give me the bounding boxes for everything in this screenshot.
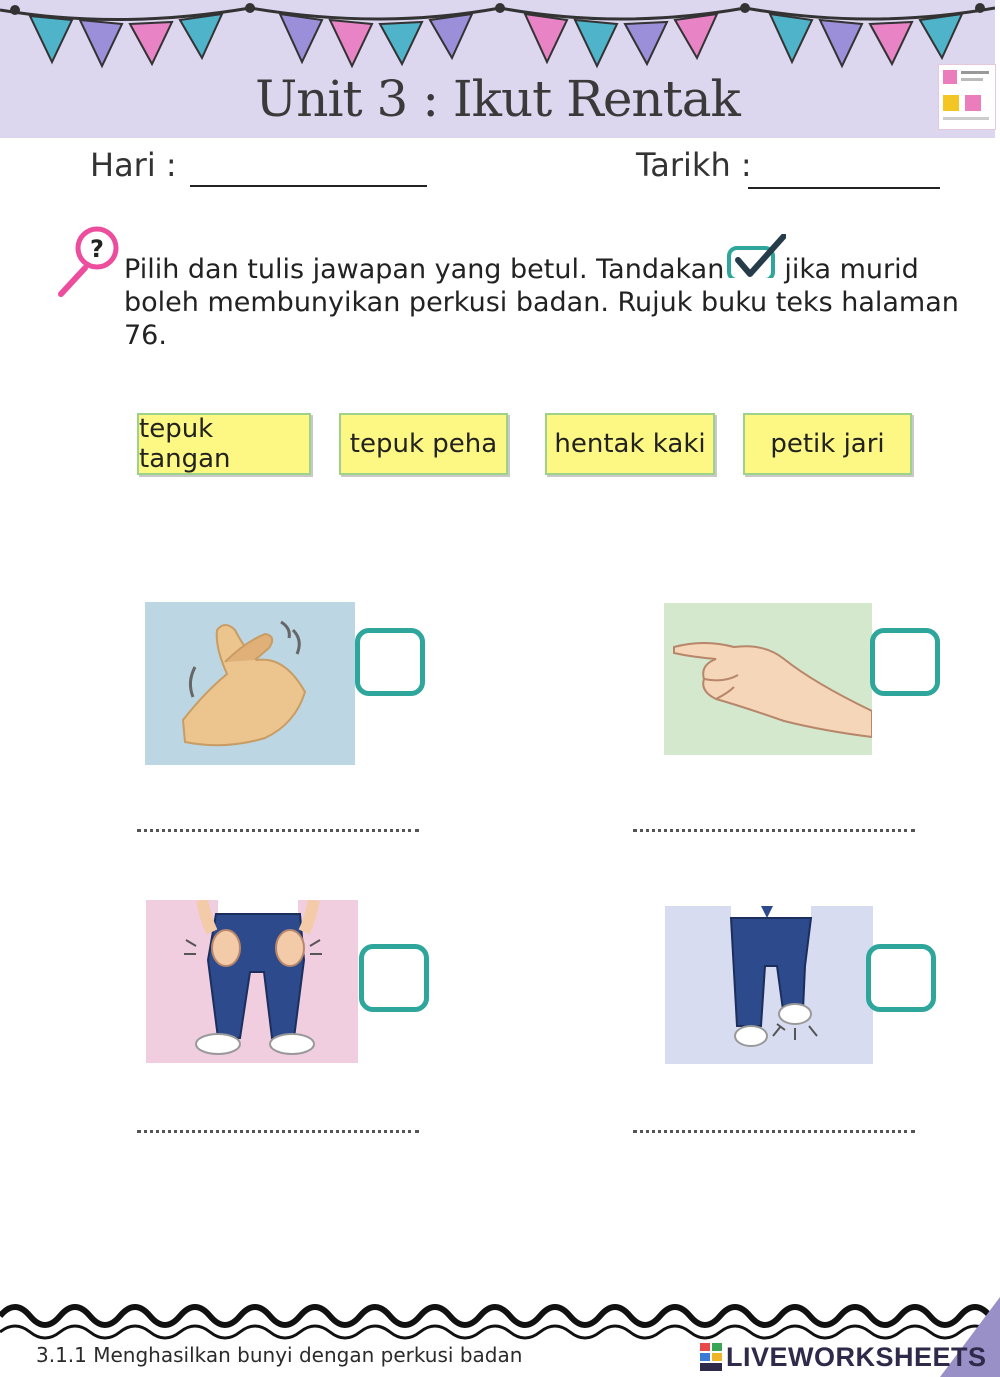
date-label: Tarikh :: [636, 146, 752, 184]
magnifier-question-icon: [55, 222, 125, 302]
checkbox-4[interactable]: [866, 944, 936, 1012]
instruction-text: [124, 242, 984, 352]
liveworksheets-icon: [700, 1343, 722, 1371]
patting-thighs-image: [146, 900, 358, 1063]
option-hentak-kaki[interactable]: hentak kaki: [545, 413, 715, 475]
option-tepuk-tangan[interactable]: tepuk tangan: [137, 413, 311, 475]
stomping-foot-image: [665, 906, 873, 1064]
answer-input-3[interactable]: [137, 1106, 419, 1133]
answer-input-4[interactable]: [633, 1106, 915, 1133]
footer-standard-text: 3.1.1 Menghasilkan bunyi dengan perkusi badan: [36, 1343, 523, 1367]
bunting-decoration: [0, 0, 995, 70]
day-label: Hari :: [90, 146, 177, 184]
day-line[interactable]: [190, 185, 427, 187]
snapping-fingers-image: [664, 603, 872, 755]
liveworksheets-brand: LIVEWORKSHEETS: [726, 1341, 987, 1372]
page-title: Unit 3 : Ikut Rentak: [255, 70, 740, 128]
wave-divider: [0, 1296, 1000, 1342]
checkbox-3[interactable]: [359, 944, 429, 1012]
date-line[interactable]: [748, 187, 940, 189]
answer-input-1[interactable]: [137, 805, 419, 832]
instruction-part-2: jika murid boleh membunyikan perkusi badan. Rujuk buku teks halaman 76.: [124, 254, 959, 351]
option-tepuk-peha[interactable]: tepuk peha: [339, 413, 508, 475]
checkmark-icon: [724, 242, 784, 286]
header-banner: [0, 0, 995, 138]
instruction-part-1: Pilih dan tulis jawapan yang betul. Tandakan: [124, 254, 725, 285]
thumbnail-icon: [938, 64, 996, 130]
checkbox-2[interactable]: [870, 628, 940, 696]
clapping-hands-image: [145, 602, 355, 765]
svg-text:?: ?: [90, 235, 104, 263]
answer-input-2[interactable]: [633, 805, 915, 832]
option-petik-jari[interactable]: petik jari: [743, 413, 912, 475]
liveworksheets-logo: [700, 1340, 987, 1374]
checkbox-1[interactable]: [355, 628, 425, 696]
